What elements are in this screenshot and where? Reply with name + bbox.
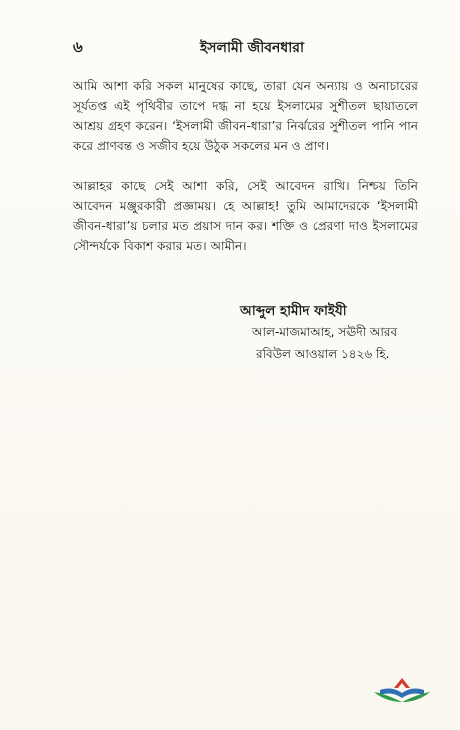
publisher-logo-icon xyxy=(372,668,432,708)
signature-date: রবিউল আওয়াল ১৪২৬ হি. xyxy=(256,347,390,361)
signature-name: আব্দুল হামীদ ফাইযী xyxy=(240,303,347,319)
running-title: ইসলামী জীবনধারা xyxy=(200,40,305,56)
paragraph-2: আল্লাহর কাছে সেই আশা করি, সেই আবেদন রাখি। নিশ্চয় তিনি আবেদন মঞ্জুরকারী প্রজ্ঞাময়। হে আল্লাহ! তুমি আমাদেরকে ‘ইসলামী জীবন-ধারা’য় চলার মত প্রয়াস দান কর। শক্তি ও প্রেরণা দাও ইসলামের সৌন্দর্যকে বিকাশ করার মত। আমীন। xyxy=(73,179,418,253)
paragraph-1: আমি আশা করি সকল মানুষের কাছে, তারা যেন অন্যায় ও অনাচারের সূর্যতপ্ত এই পৃথিবীর তাপে দগ্ধ না হয়ে ইসলামের সুশীতল ছায়াতলে আশ্রয় গ্রহণ করেন। ‘ইসলামী জীবন-ধারা’র নির্ঝরের সুশীতল পানি পান করে প্রাণবন্ত ও সজীব হয়ে উঠুক সকলের মন ও প্রাণ। xyxy=(73,79,418,153)
signature-place: আল-মাজমাআহ, সঊদী আরব xyxy=(252,325,398,339)
page-number: ৬ xyxy=(73,38,83,56)
